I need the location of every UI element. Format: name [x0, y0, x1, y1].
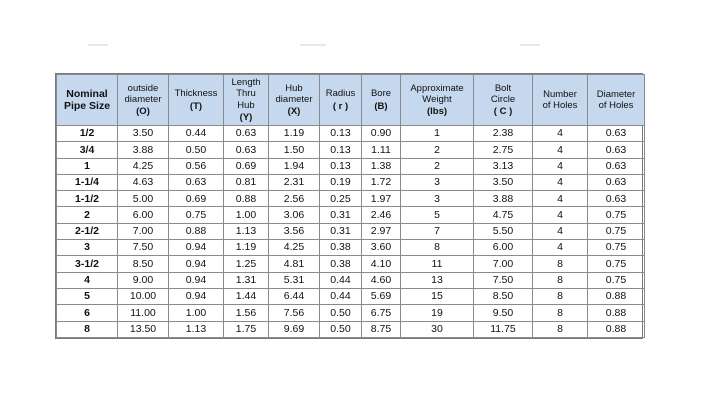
table-cell: 9.69 — [269, 321, 320, 337]
table-cell: 4 — [533, 126, 588, 142]
nominal-pipe-size-cell: 6 — [57, 305, 118, 321]
table-cell: 5 — [401, 207, 474, 223]
header-text: Hub — [237, 99, 255, 111]
header-text: Circle — [490, 93, 516, 105]
table-row — [57, 191, 645, 207]
table-cell: 3.60 — [362, 240, 401, 256]
table-cell: 3.50 — [118, 126, 169, 142]
table-cell: 0.63 — [224, 142, 269, 158]
nominal-pipe-size-cell: 3/4 — [57, 142, 118, 158]
table-cell: 7.50 — [474, 272, 533, 288]
table-cell: 9.50 — [474, 305, 533, 321]
header-text: diameter — [275, 93, 313, 105]
nominal-pipe-size-cell: 1-1/2 — [57, 191, 118, 207]
table-row — [57, 288, 645, 304]
table-cell: 9.00 — [118, 272, 169, 288]
table-cell: 2 — [401, 142, 474, 158]
table-cell: 0.88 — [588, 321, 645, 337]
table-cell: 3.50 — [474, 174, 533, 190]
table-cell: 0.63 — [588, 174, 645, 190]
table-cell: 3.13 — [474, 158, 533, 174]
table-cell: 0.44 — [320, 272, 362, 288]
header-text: Number — [543, 88, 577, 100]
table-cell: 8 — [533, 288, 588, 304]
nominal-pipe-size-cell: 4 — [57, 272, 118, 288]
table-cell: 1.00 — [169, 305, 224, 321]
header-text: diameter — [124, 93, 162, 105]
table-cell: 4.63 — [118, 174, 169, 190]
table-cell: 0.75 — [588, 256, 645, 272]
column-header — [320, 75, 362, 126]
table-cell: 0.94 — [169, 272, 224, 288]
table-cell: 0.88 — [169, 223, 224, 239]
header-text: Bore — [370, 88, 392, 100]
header-text: Radius — [325, 88, 356, 100]
table-cell: 4 — [533, 207, 588, 223]
table-cell: 2.38 — [474, 126, 533, 142]
table-row — [57, 174, 645, 190]
table-row — [57, 272, 645, 288]
header-symbol: (X) — [287, 106, 301, 118]
table-cell: 0.38 — [320, 240, 362, 256]
table-cell: 0.63 — [588, 126, 645, 142]
table-cell: 8.50 — [474, 288, 533, 304]
table-cell: 1.72 — [362, 174, 401, 190]
table-cell: 11 — [401, 256, 474, 272]
flange-spec-table — [56, 74, 645, 338]
table-row — [57, 256, 645, 272]
header-text: Nominal — [66, 87, 108, 100]
column-header — [224, 75, 269, 126]
table-row — [57, 126, 645, 142]
header-text: Thru — [236, 88, 256, 100]
table-cell: 1.56 — [224, 305, 269, 321]
table-cell: 1.97 — [362, 191, 401, 207]
table-cell: 0.50 — [320, 321, 362, 337]
flange-spec-table-frame — [55, 73, 643, 339]
table-cell: 5.69 — [362, 288, 401, 304]
header-symbol: ( r ) — [332, 100, 349, 112]
faint-mark — [88, 44, 108, 46]
table-cell: 19 — [401, 305, 474, 321]
table-cell: 0.88 — [588, 305, 645, 321]
table-cell: 2.75 — [474, 142, 533, 158]
nominal-pipe-size-cell: 1-1/4 — [57, 174, 118, 190]
nominal-pipe-size-cell: 5 — [57, 288, 118, 304]
table-cell: 0.63 — [588, 191, 645, 207]
header-symbol: (T) — [189, 100, 203, 112]
table-cell: 0.63 — [588, 142, 645, 158]
table-cell: 6.00 — [474, 240, 533, 256]
column-header — [474, 75, 533, 126]
table-cell: 1.50 — [269, 142, 320, 158]
header-text: Approximate — [410, 82, 464, 94]
table-cell: 0.75 — [588, 207, 645, 223]
table-cell: 0.69 — [169, 191, 224, 207]
table-cell: 0.56 — [169, 158, 224, 174]
header-row — [57, 75, 645, 126]
table-cell: 1.44 — [224, 288, 269, 304]
table-cell: 0.94 — [169, 288, 224, 304]
table-cell: 4 — [533, 240, 588, 256]
header-symbol: (O) — [136, 106, 150, 118]
header-text: outside — [127, 82, 159, 94]
table-cell: 8 — [401, 240, 474, 256]
table-cell: 4 — [533, 142, 588, 158]
table-cell: 5.31 — [269, 272, 320, 288]
header-text: Diameter — [596, 88, 636, 100]
table-cell: 11.75 — [474, 321, 533, 337]
table-cell: 2.31 — [269, 174, 320, 190]
table-cell: 0.94 — [169, 240, 224, 256]
table-cell: 8 — [533, 321, 588, 337]
table-cell: 4.81 — [269, 256, 320, 272]
table-cell: 3 — [401, 191, 474, 207]
table-row — [57, 223, 645, 239]
table-cell: 0.63 — [588, 158, 645, 174]
table-cell: 0.50 — [169, 142, 224, 158]
table-cell: 2.97 — [362, 223, 401, 239]
table-cell: 0.63 — [169, 174, 224, 190]
header-symbol: (Y) — [239, 111, 253, 123]
table-cell: 0.81 — [224, 174, 269, 190]
header-text: Length — [231, 77, 261, 89]
column-header — [169, 75, 224, 126]
table-cell: 7.00 — [474, 256, 533, 272]
header-text: of Holes — [542, 100, 578, 111]
nominal-pipe-size-cell: 8 — [57, 321, 118, 337]
column-header — [362, 75, 401, 126]
table-cell: 0.25 — [320, 191, 362, 207]
header-symbol: ( C ) — [493, 106, 513, 118]
table-cell: 1.11 — [362, 142, 401, 158]
column-header — [118, 75, 169, 126]
table-cell: 4 — [533, 174, 588, 190]
table-cell: 8 — [533, 256, 588, 272]
table-cell: 1.31 — [224, 272, 269, 288]
faint-mark — [520, 44, 540, 46]
table-cell: 7.00 — [118, 223, 169, 239]
table-cell: 13 — [401, 272, 474, 288]
table-cell: 0.44 — [320, 288, 362, 304]
table-row — [57, 158, 645, 174]
nominal-pipe-size-cell: 2 — [57, 207, 118, 223]
table-cell: 0.90 — [362, 126, 401, 142]
table-cell: 8.50 — [118, 256, 169, 272]
column-header — [588, 75, 645, 126]
table-cell: 3.06 — [269, 207, 320, 223]
nominal-pipe-size-cell: 3-1/2 — [57, 256, 118, 272]
table-cell: 0.94 — [169, 256, 224, 272]
table-cell: 0.75 — [169, 207, 224, 223]
column-header — [401, 75, 474, 126]
table-body — [57, 126, 645, 338]
table-cell: 0.38 — [320, 256, 362, 272]
table-cell: 1.13 — [224, 223, 269, 239]
table-cell: 2.56 — [269, 191, 320, 207]
table-cell: 8.75 — [362, 321, 401, 337]
table-cell: 7.56 — [269, 305, 320, 321]
table-cell: 3.56 — [269, 223, 320, 239]
table-cell: 7 — [401, 223, 474, 239]
table-cell: 8 — [533, 272, 588, 288]
nominal-pipe-size-cell: 3 — [57, 240, 118, 256]
table-cell: 11.00 — [118, 305, 169, 321]
table-cell: 2.46 — [362, 207, 401, 223]
table-row — [57, 142, 645, 158]
table-cell: 8 — [533, 305, 588, 321]
header-symbol: (B) — [374, 100, 388, 112]
table-cell: 6.00 — [118, 207, 169, 223]
table-cell: 3 — [401, 174, 474, 190]
column-header — [57, 75, 118, 126]
table-cell: 0.31 — [320, 223, 362, 239]
table-cell: 0.19 — [320, 174, 362, 190]
table-cell: 0.75 — [588, 240, 645, 256]
table-cell: 2 — [401, 158, 474, 174]
table-cell: 1.38 — [362, 158, 401, 174]
table-cell: 0.88 — [224, 191, 269, 207]
table-cell: 0.13 — [320, 126, 362, 142]
table-cell: 0.44 — [169, 126, 224, 142]
table-cell: 0.88 — [588, 288, 645, 304]
table-cell: 0.75 — [588, 223, 645, 239]
table-cell: 0.13 — [320, 142, 362, 158]
table-cell: 1.94 — [269, 158, 320, 174]
column-header — [269, 75, 320, 126]
table-row — [57, 207, 645, 223]
nominal-pipe-size-cell: 2-1/2 — [57, 223, 118, 239]
table-cell: 1.00 — [224, 207, 269, 223]
table-cell: 4.25 — [269, 240, 320, 256]
table-cell: 1.19 — [224, 240, 269, 256]
table-cell: 1.13 — [169, 321, 224, 337]
nominal-pipe-size-cell: 1 — [57, 158, 118, 174]
table-row — [57, 321, 645, 337]
faint-mark — [300, 44, 326, 46]
header-symbol: (lbs) — [426, 106, 448, 118]
table-cell: 3.88 — [474, 191, 533, 207]
table-cell: 13.50 — [118, 321, 169, 337]
table-cell: 4 — [533, 158, 588, 174]
table-cell: 4.25 — [118, 158, 169, 174]
table-cell: 0.50 — [320, 305, 362, 321]
header-text: Pipe Size — [63, 100, 111, 112]
table-cell: 4.10 — [362, 256, 401, 272]
table-cell: 4.60 — [362, 272, 401, 288]
header-text: of Holes — [598, 100, 634, 111]
table-cell: 1.25 — [224, 256, 269, 272]
header-text: Hub — [285, 82, 303, 94]
table-cell: 1.19 — [269, 126, 320, 142]
table-cell: 5.00 — [118, 191, 169, 207]
column-header — [533, 75, 588, 126]
table-cell: 6.75 — [362, 305, 401, 321]
table-cell: 0.31 — [320, 207, 362, 223]
table-cell: 4.75 — [474, 207, 533, 223]
table-cell: 0.75 — [588, 272, 645, 288]
header-text: Thickness — [174, 88, 218, 100]
header-text: Bolt — [494, 82, 512, 94]
nominal-pipe-size-cell: 1/2 — [57, 126, 118, 142]
table-cell: 6.44 — [269, 288, 320, 304]
table-cell: 0.69 — [224, 158, 269, 174]
table-cell: 4 — [533, 223, 588, 239]
table-row — [57, 240, 645, 256]
table-cell: 10.00 — [118, 288, 169, 304]
table-cell: 0.13 — [320, 158, 362, 174]
table-cell: 7.50 — [118, 240, 169, 256]
table-cell: 5.50 — [474, 223, 533, 239]
table-cell: 15 — [401, 288, 474, 304]
table-cell: 1.75 — [224, 321, 269, 337]
table-cell: 3.88 — [118, 142, 169, 158]
table-cell: 1 — [401, 126, 474, 142]
table-row — [57, 305, 645, 321]
table-cell: 0.63 — [224, 126, 269, 142]
table-cell: 30 — [401, 321, 474, 337]
table-cell: 4 — [533, 191, 588, 207]
header-text: Weight — [422, 93, 452, 105]
